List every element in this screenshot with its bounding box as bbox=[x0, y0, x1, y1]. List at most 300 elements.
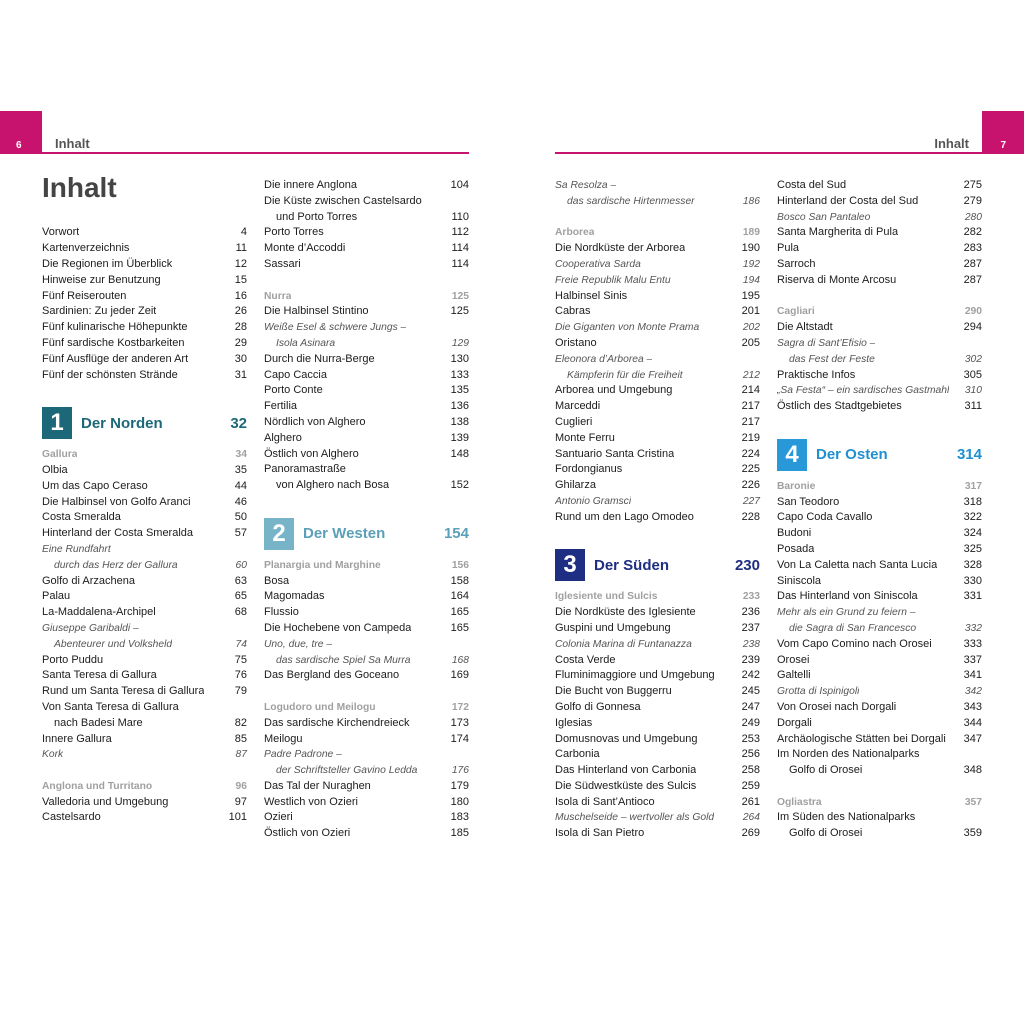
toc-entry bbox=[777, 368, 982, 384]
entry-page: 46 bbox=[234, 495, 247, 508]
entry-title: Palau bbox=[42, 590, 71, 603]
toc-feature-entry bbox=[777, 336, 982, 352]
entry-page: 318 bbox=[963, 495, 982, 508]
entry-title: Nördlich von Alghero bbox=[264, 415, 366, 428]
entry-title: Cagliari bbox=[777, 306, 815, 318]
entry-page: 212 bbox=[742, 369, 760, 381]
entry-title: Rund um Santa Teresa di Gallura bbox=[42, 685, 205, 698]
entry-page: 342 bbox=[964, 686, 982, 698]
toc-entry bbox=[555, 621, 760, 637]
entry-title: Ogliastra bbox=[777, 796, 822, 808]
entry-title: Eleonora d’Arborea – bbox=[555, 353, 653, 365]
toc-entry bbox=[777, 810, 982, 826]
entry-title: Panoramastraße bbox=[264, 463, 346, 476]
toc-entry bbox=[555, 747, 760, 763]
entry-title: Golfo di Arzachena bbox=[42, 574, 135, 587]
toc-entry bbox=[42, 479, 247, 495]
entry-title: Colonia Marina di Funtanazza bbox=[555, 638, 692, 650]
toc-entry bbox=[42, 574, 247, 590]
toc-entry bbox=[777, 747, 982, 763]
entry-page: 226 bbox=[741, 479, 760, 492]
entry-title: Die Nordküste des Iglesiente bbox=[555, 606, 696, 619]
toc-feature-entry bbox=[42, 558, 247, 574]
entry-page: 57 bbox=[234, 527, 247, 540]
toc-entry bbox=[264, 779, 469, 795]
entry-page: 236 bbox=[741, 606, 760, 619]
entry-page: 359 bbox=[963, 827, 982, 840]
right-running-header: Inhalt bbox=[934, 136, 969, 151]
entry-page: 311 bbox=[964, 400, 982, 413]
entry-title: Fünf der schönsten Strände bbox=[42, 368, 178, 381]
entry-title: Cuglieri bbox=[555, 415, 593, 428]
entry-title: Monte Ferru bbox=[555, 431, 615, 444]
toc-entry bbox=[777, 526, 982, 542]
entry-title: Östlich des Stadtgebietes bbox=[777, 400, 902, 413]
toc-feature-entry bbox=[264, 747, 469, 763]
toc-feature-entry bbox=[264, 653, 469, 669]
toc-entry bbox=[264, 732, 469, 748]
entry-page: 253 bbox=[741, 732, 760, 745]
toc-entry bbox=[777, 495, 982, 511]
entry-title: Hinweise zur Benutzung bbox=[42, 273, 161, 286]
toc-entry bbox=[42, 352, 247, 368]
toc-feature-entry bbox=[555, 194, 760, 210]
entry-title: Porto Conte bbox=[264, 384, 323, 397]
entry-title: Capo Coda Cavallo bbox=[777, 511, 873, 524]
entry-page: 238 bbox=[742, 638, 760, 650]
entry-page: 164 bbox=[450, 590, 469, 603]
chapter-page: 154 bbox=[443, 525, 469, 543]
entry-page: 136 bbox=[450, 400, 469, 413]
entry-page: 114 bbox=[451, 257, 469, 270]
entry-title: Costa Verde bbox=[555, 653, 616, 666]
toc-entry bbox=[777, 225, 982, 241]
entry-page: 104 bbox=[450, 179, 469, 191]
entry-page: 294 bbox=[963, 321, 982, 334]
toc-entry bbox=[777, 589, 982, 605]
entry-page: 112 bbox=[451, 226, 469, 239]
entry-page: 344 bbox=[963, 716, 982, 729]
toc-entry bbox=[555, 431, 760, 447]
entry-page: 245 bbox=[741, 685, 760, 698]
entry-title: Isola Asinara bbox=[276, 337, 336, 349]
entry-page: 287 bbox=[963, 257, 982, 270]
entry-page: 165 bbox=[450, 606, 469, 619]
toc-entry bbox=[555, 826, 760, 842]
entry-page: 35 bbox=[234, 463, 247, 476]
toc-feature-entry bbox=[42, 621, 247, 637]
toc-entry bbox=[264, 621, 469, 637]
entry-title: Fünf Ausflüge der anderen Art bbox=[42, 352, 189, 365]
toc-entry bbox=[555, 447, 760, 463]
entry-page: 138 bbox=[450, 415, 469, 428]
entry-page: 87 bbox=[235, 749, 247, 761]
entry-title: Hinterland der Costa del Sud bbox=[777, 194, 919, 207]
toc-entry bbox=[555, 478, 760, 494]
entry-page: 242 bbox=[741, 669, 760, 682]
toc-entry bbox=[264, 589, 469, 605]
entry-title: Golfo di Orosei bbox=[789, 827, 863, 840]
entry-page: 269 bbox=[741, 827, 760, 840]
entry-title: Fertilia bbox=[264, 400, 298, 413]
toc-entry bbox=[264, 574, 469, 590]
entry-page: 186 bbox=[742, 195, 760, 207]
toc-feature-entry bbox=[264, 320, 469, 336]
toc-entry bbox=[555, 399, 760, 415]
entry-page: 76 bbox=[234, 669, 247, 682]
spacer bbox=[42, 763, 247, 779]
toc-feature-entry bbox=[42, 542, 247, 558]
entry-page: 322 bbox=[963, 511, 982, 524]
entry-title: Die Hochebene von Campeda bbox=[264, 621, 412, 634]
entry-title: Um das Capo Ceraso bbox=[42, 479, 148, 492]
chapter-number: 1 bbox=[42, 407, 72, 439]
entry-title: Fünf kulinarische Höhepunkte bbox=[42, 321, 188, 334]
left-page-tab bbox=[0, 111, 42, 154]
entry-page: 290 bbox=[964, 306, 982, 318]
chapter-title: Der Westen bbox=[303, 525, 386, 543]
toc-entry bbox=[264, 716, 469, 732]
toc-feature-entry bbox=[42, 637, 247, 653]
entry-title: Ghilarza bbox=[555, 479, 596, 492]
entry-title: Sagra di Sant’Efisio – bbox=[777, 337, 876, 349]
toc-entry bbox=[264, 368, 469, 384]
entry-title: Uno, due, tre – bbox=[264, 638, 333, 650]
toc-entry bbox=[42, 810, 247, 826]
entry-page: 237 bbox=[741, 621, 760, 634]
entry-title: Santa Teresa di Gallura bbox=[42, 669, 157, 682]
entry-page: 330 bbox=[963, 574, 982, 587]
entry-title: Meilogu bbox=[264, 732, 303, 745]
entry-title: Marceddi bbox=[555, 400, 601, 413]
entry-page: 16 bbox=[234, 289, 247, 302]
entry-page: 325 bbox=[963, 542, 982, 555]
toc-entry bbox=[42, 510, 247, 526]
entry-page: 183 bbox=[450, 811, 469, 824]
entry-title: das Fest der Feste bbox=[789, 353, 875, 365]
toc-entry bbox=[777, 510, 982, 526]
toc-entry bbox=[777, 257, 982, 273]
toc-entry bbox=[42, 653, 247, 669]
toc-entry bbox=[555, 795, 760, 811]
toc-entry bbox=[264, 194, 469, 210]
entry-page: 12 bbox=[234, 257, 247, 270]
chapter-title: Der Süden bbox=[594, 556, 670, 574]
entry-title: Im Norden des Nationalparks bbox=[777, 748, 920, 761]
entry-title: Oristano bbox=[555, 336, 597, 349]
entry-title: Santuario Santa Cristina bbox=[555, 447, 675, 460]
entry-page: 333 bbox=[963, 637, 982, 650]
entry-page: 172 bbox=[451, 701, 469, 713]
entry-title: Praktische Infos bbox=[777, 368, 856, 381]
toc-entry bbox=[264, 462, 469, 478]
entry-page bbox=[241, 700, 247, 716]
entry-title: Fünf Reiserouten bbox=[42, 289, 127, 302]
toc-entry bbox=[42, 320, 247, 336]
entry-title: Kork bbox=[42, 749, 64, 761]
entry-page: 148 bbox=[450, 447, 469, 460]
entry-title: Das Hinterland von Siniscola bbox=[777, 590, 918, 603]
entry-page: 60 bbox=[235, 559, 247, 571]
entry-page: 202 bbox=[742, 322, 760, 334]
toc-entry bbox=[555, 304, 760, 320]
toc-feature-entry bbox=[777, 621, 982, 637]
toc-region-heading bbox=[777, 304, 982, 320]
right-page-tab bbox=[982, 111, 1024, 154]
entry-page: 26 bbox=[234, 305, 247, 318]
entry-page: 256 bbox=[741, 748, 760, 761]
entry-title: Abenteurer und Volksheld bbox=[54, 638, 173, 650]
entry-page: 176 bbox=[451, 765, 469, 777]
entry-page: 50 bbox=[234, 511, 247, 524]
entry-title: Logudoro und Meilogu bbox=[264, 701, 376, 713]
toc-entry bbox=[555, 415, 760, 431]
entry-title: Die Küste zwischen Castelsardo bbox=[264, 194, 422, 207]
chapter-heading bbox=[264, 516, 469, 552]
entry-page: 133 bbox=[450, 368, 469, 381]
entry-title: Iglesiente und Sulcis bbox=[555, 591, 658, 603]
entry-page: 233 bbox=[742, 591, 760, 603]
entry-title: Grotta di Ispinigoli bbox=[777, 686, 860, 698]
entry-title: Die Halbinsel Stintino bbox=[264, 305, 369, 318]
entry-title: Isola di Sant’Antioco bbox=[555, 795, 655, 808]
entry-title: Riserva di Monte Arcosu bbox=[777, 273, 897, 286]
toc-entry bbox=[264, 241, 469, 257]
entry-page: 189 bbox=[742, 227, 760, 239]
entry-page: 4 bbox=[240, 226, 247, 239]
entry-title: Durch die Nurra-Berge bbox=[264, 352, 375, 365]
toc-column-1 bbox=[42, 178, 247, 826]
toc-entry bbox=[555, 653, 760, 669]
entry-title: Arborea bbox=[555, 227, 595, 239]
entry-title: Capo Caccia bbox=[264, 368, 327, 381]
toc-entry bbox=[777, 700, 982, 716]
entry-page: 75 bbox=[234, 653, 247, 666]
entry-page: 185 bbox=[450, 827, 469, 840]
entry-page: 29 bbox=[234, 336, 247, 349]
entry-page: 31 bbox=[234, 368, 247, 381]
entry-page: 228 bbox=[741, 510, 760, 523]
entry-page bbox=[463, 320, 469, 336]
toc-entry bbox=[42, 463, 247, 479]
entry-page: 227 bbox=[742, 495, 760, 507]
entry-title: Muschelseide – wertvoller als Gold bbox=[555, 812, 715, 824]
toc-entry bbox=[42, 257, 247, 273]
entry-title: und Porto Torres bbox=[276, 210, 358, 223]
entry-page bbox=[976, 605, 982, 621]
entry-title: Sassari bbox=[264, 257, 301, 270]
toc-entry bbox=[777, 653, 982, 669]
entry-title: Bosa bbox=[264, 574, 290, 587]
right-header-rule bbox=[555, 152, 982, 154]
entry-title: Pula bbox=[777, 242, 800, 255]
entry-page: 194 bbox=[742, 274, 760, 286]
entry-page: 125 bbox=[450, 305, 469, 318]
toc-entry bbox=[555, 336, 760, 352]
entry-page: 287 bbox=[963, 273, 982, 286]
spacer bbox=[555, 210, 760, 226]
toc-entry bbox=[264, 225, 469, 241]
toc-entry bbox=[42, 589, 247, 605]
toc-region-heading bbox=[42, 447, 247, 463]
entry-page: 348 bbox=[963, 764, 982, 777]
toc-feature-entry bbox=[555, 637, 760, 653]
toc-entry bbox=[555, 383, 760, 399]
entry-page: 158 bbox=[450, 574, 469, 587]
entry-title: Flussio bbox=[264, 606, 299, 619]
entry-title: Magomadas bbox=[264, 590, 325, 603]
toc-entry bbox=[42, 700, 247, 716]
entry-page: 156 bbox=[451, 559, 469, 571]
toc-entry bbox=[777, 668, 982, 684]
spacer bbox=[42, 178, 247, 194]
entry-title: Siniscola bbox=[777, 574, 822, 587]
toc-entry bbox=[777, 574, 982, 590]
toc-entry bbox=[264, 415, 469, 431]
entry-title: Hinterland der Costa Smeralda bbox=[42, 527, 194, 540]
entry-title: Westlich von Ozieri bbox=[264, 795, 358, 808]
entry-page: 65 bbox=[234, 590, 247, 603]
entry-page: 125 bbox=[451, 290, 469, 302]
toc-entry bbox=[42, 304, 247, 320]
entry-page: 15 bbox=[234, 273, 247, 286]
toc-feature-entry bbox=[555, 273, 760, 289]
entry-page bbox=[976, 336, 982, 352]
entry-page: 11 bbox=[235, 242, 247, 255]
entry-page: 174 bbox=[450, 732, 469, 745]
entry-title: Olbia bbox=[42, 463, 68, 476]
entry-title: Die Südwestküste des Sulcis bbox=[555, 779, 697, 792]
entry-title: Gallura bbox=[42, 449, 78, 461]
entry-title: Porto Torres bbox=[264, 226, 324, 239]
entry-page: 169 bbox=[450, 669, 469, 682]
entry-page: 328 bbox=[963, 558, 982, 571]
spacer bbox=[777, 779, 982, 795]
entry-title: Domusnovas und Umgebung bbox=[555, 732, 698, 745]
entry-title: Alghero bbox=[264, 431, 302, 444]
toc-region-heading bbox=[777, 479, 982, 495]
entry-title: Kämpferin für die Freiheit bbox=[567, 369, 683, 381]
entry-page: 96 bbox=[235, 780, 247, 792]
toc-entry bbox=[42, 368, 247, 384]
toc-column-4 bbox=[777, 178, 982, 842]
entry-page: 28 bbox=[234, 321, 247, 334]
entry-page bbox=[463, 747, 469, 763]
entry-page bbox=[241, 542, 247, 558]
spacer bbox=[777, 415, 982, 431]
toc-entry bbox=[42, 605, 247, 621]
entry-title: Das sardische Kirchendreieck bbox=[264, 716, 410, 729]
entry-title: Die Halbinsel von Golfo Aranci bbox=[42, 495, 191, 508]
entry-page: 275 bbox=[963, 179, 982, 191]
entry-page: 130 bbox=[450, 352, 469, 365]
entry-title: Weiße Esel & schwere Jungs – bbox=[264, 322, 407, 334]
entry-title: Sarroch bbox=[777, 257, 816, 270]
chapter-heading bbox=[555, 547, 760, 583]
toc-entry bbox=[555, 732, 760, 748]
toc-entry bbox=[42, 336, 247, 352]
toc-entry bbox=[555, 289, 760, 305]
entry-title: Die Bucht von Buggerru bbox=[555, 685, 672, 698]
entry-title: Posada bbox=[777, 542, 815, 555]
entry-title: Freie Republik Malu Entu bbox=[555, 274, 671, 286]
toc-entry bbox=[42, 289, 247, 305]
toc-feature-entry bbox=[555, 257, 760, 273]
toc-entry bbox=[264, 431, 469, 447]
entry-page: 357 bbox=[964, 796, 982, 808]
entry-page: 310 bbox=[964, 385, 982, 397]
entry-title: San Teodoro bbox=[777, 495, 840, 508]
toc-entry bbox=[264, 668, 469, 684]
entry-page: 195 bbox=[741, 289, 760, 302]
toc-entry bbox=[42, 668, 247, 684]
entry-page: 247 bbox=[741, 700, 760, 713]
entry-page: 302 bbox=[964, 353, 982, 365]
toc-feature-entry bbox=[777, 352, 982, 368]
left-running-header: Inhalt bbox=[55, 136, 90, 151]
entry-title: Santa Margherita di Pula bbox=[777, 226, 899, 239]
toc-region-heading bbox=[264, 700, 469, 716]
entry-title: Baronie bbox=[777, 480, 816, 492]
entry-title: Dorgali bbox=[777, 716, 812, 729]
toc-entry bbox=[264, 605, 469, 621]
entry-title: Anglona und Turritano bbox=[42, 780, 153, 792]
entry-page: 279 bbox=[963, 194, 982, 207]
entry-page: 217 bbox=[741, 400, 760, 413]
toc-entry bbox=[42, 495, 247, 511]
entry-title: das sardische Spiel Sa Murra bbox=[276, 654, 411, 666]
entry-page: 219 bbox=[741, 431, 760, 444]
toc-entry bbox=[777, 178, 982, 194]
entry-title: Planargia und Marghine bbox=[264, 559, 381, 571]
entry-title: Guspini und Umgebung bbox=[555, 621, 671, 634]
toc-feature-entry bbox=[777, 605, 982, 621]
entry-title: Monte d’Accoddi bbox=[264, 242, 346, 255]
entry-page: 68 bbox=[234, 606, 247, 619]
entry-title: Porto Puddu bbox=[42, 653, 104, 666]
entry-title: das sardische Hirtenmesser bbox=[567, 195, 695, 207]
entry-page: 317 bbox=[964, 480, 982, 492]
entry-title: Archäologische Stätten bei Dorgali bbox=[777, 732, 946, 745]
entry-page: 173 bbox=[450, 716, 469, 729]
entry-title: La-Maddalena-Archipel bbox=[42, 606, 156, 619]
entry-title: Nurra bbox=[264, 290, 292, 302]
entry-page: 332 bbox=[964, 622, 982, 634]
toc-feature-entry bbox=[777, 210, 982, 226]
entry-page: 331 bbox=[963, 590, 982, 603]
toc-region-heading bbox=[555, 225, 760, 241]
entry-title: Golfo di Gonnesa bbox=[555, 700, 641, 713]
entry-title: der Schriftsteller Gavino Ledda bbox=[276, 765, 418, 777]
toc-entry bbox=[264, 399, 469, 415]
toc-column-2 bbox=[264, 178, 469, 842]
toc-entry bbox=[555, 684, 760, 700]
entry-title: Vom Capo Comino nach Orosei bbox=[777, 637, 932, 650]
entry-page: 97 bbox=[234, 795, 247, 808]
entry-page: 261 bbox=[741, 795, 760, 808]
toc-entry bbox=[777, 826, 982, 842]
entry-page: 44 bbox=[234, 479, 247, 492]
entry-title: Die Altstadt bbox=[777, 321, 833, 334]
entry-title: Isola di San Pietro bbox=[555, 827, 645, 840]
toc-feature-entry bbox=[555, 352, 760, 368]
entry-page: 259 bbox=[741, 779, 760, 792]
toc-entry bbox=[264, 447, 469, 463]
entry-title: Sardinien: Zu jeder Zeit bbox=[42, 305, 157, 318]
entry-title: Östlich von Ozieri bbox=[264, 827, 351, 840]
entry-page: 264 bbox=[742, 812, 760, 824]
chapter-title: Der Osten bbox=[816, 446, 888, 464]
